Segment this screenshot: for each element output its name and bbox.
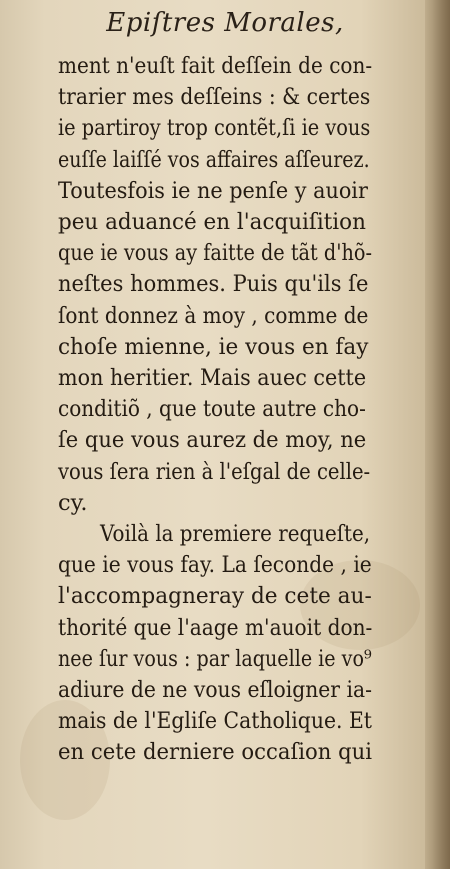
text-line: ie partiroy trop contẽt,ſi ie vous bbox=[58, 115, 371, 142]
text-line: Toutesfois ie ne penſe y auoir bbox=[58, 177, 368, 204]
text-line: thorité que l'aage m'auoit don- bbox=[58, 614, 373, 641]
text-line: que ie vous fay. La ſeconde , ie bbox=[58, 552, 372, 579]
text-line: Voilà la premiere requeſte, bbox=[100, 521, 371, 547]
text-line: adiure de ne vous eſloigner ia- bbox=[58, 677, 372, 703]
text-line: que ie vous ay faitte de tãt d'hõ- bbox=[58, 240, 372, 267]
text-line: choſe mienne, ie vous en fay bbox=[58, 333, 369, 360]
page-gutter-shadow bbox=[425, 0, 450, 869]
running-header: Epiſtres Morales, bbox=[106, 8, 344, 38]
text-line: ſont donnez à moy , comme de bbox=[58, 302, 369, 329]
text-line: trarier mes deſſeins : & certes bbox=[58, 84, 371, 111]
text-line: cy. bbox=[58, 489, 88, 516]
text-line: mais de l'Egliſe Catholique. Et bbox=[58, 708, 372, 735]
text-line: conditiõ , que toute autre cho- bbox=[58, 396, 366, 423]
text-line: ſe que vous aurez de moy, ne bbox=[58, 427, 367, 454]
text-line: euſſe laiſſé vos affaires aſſeurez. bbox=[58, 146, 370, 173]
text-line: en cete derniere occaſion qui bbox=[58, 739, 373, 766]
text-line: nee ſur vous : par laquelle ie vo⁹ bbox=[58, 645, 372, 672]
text-line: mon heritier. Mais auec cette bbox=[58, 365, 367, 391]
text-line: neſtes hommes. Puis qu'ils ſe bbox=[58, 271, 369, 298]
text-line: peu aduancé en l'acquiſition bbox=[58, 209, 366, 235]
text-line: vous ſera rien à l'eſgal de celle- bbox=[58, 458, 371, 485]
text-line: l'accompagneray de cete au- bbox=[58, 583, 372, 610]
text-line: ment n'euſt fait deſſein de con- bbox=[58, 53, 373, 79]
